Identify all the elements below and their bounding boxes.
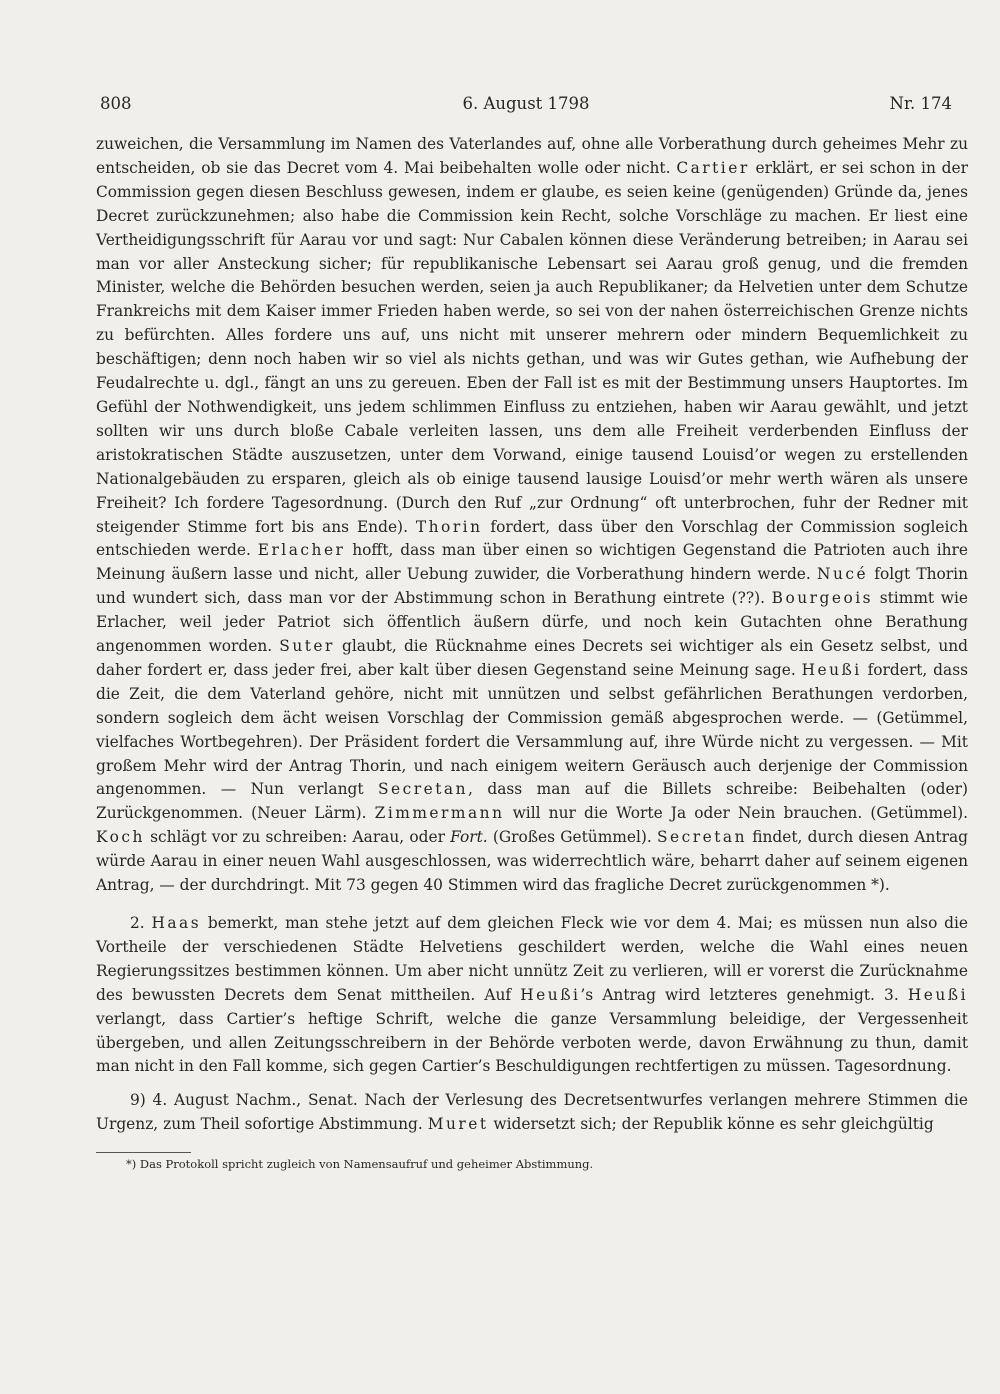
text-run: 2. bbox=[130, 914, 152, 932]
text-run: 9) 4. August Nachm., Senat. Nach der Verlesung des Decretsentwurfes verlangen mehrere Stimmen die Urgenz, zum Theil sofortige Abstimmung. bbox=[96, 1091, 968, 1134]
speaker-name: Bourgeois bbox=[771, 589, 874, 608]
document-number: Nr. 174 bbox=[889, 94, 952, 113]
speaker-name: Koch bbox=[96, 828, 145, 847]
paragraph bbox=[96, 912, 968, 1079]
text-run: findet, durch diesen Antrag würde Aarau in einer neuen Wahl ausgeschlossen, was widerrechtlich wäre, beharrt daher auf seinem eigenen Antrag, — der durchdringt. Mit 73 gegen 40 Stimmen wird das fragliche Decret zurückgenommen *). bbox=[96, 828, 968, 895]
speaker-name: Heußi bbox=[801, 660, 862, 679]
text-run: glaubt, die Rücknahme eines Decrets sei wichtiger als ein Gesetz selbst, und daher fordert er, dass jeder frei, aber kalt über diesen Gegenstand seine Meinung sage. bbox=[96, 637, 968, 679]
text-run: , dass man auf die Billets schreibe: Beibehalten (oder) Zurückgenommen. (Neuer Lärm). bbox=[96, 780, 968, 823]
speaker-name: Muret bbox=[427, 1115, 489, 1134]
header-date: 6. August 1798 bbox=[462, 94, 590, 113]
speaker-name: Suter bbox=[279, 637, 335, 656]
text-run: schlägt vor zu schreiben: Aarau, oder bbox=[144, 828, 451, 847]
speaker-name: Secretan bbox=[657, 828, 748, 847]
footnote-rule bbox=[96, 1152, 191, 1153]
text-run: bemerkt, man stehe jetzt auf dem gleichen Fleck wie vor dem 4. Mai; es müssen nun also die Vortheile der verschiedenen Städte Helvetiens geschildert werden, welche die Wahl eines neuen Regierungssitzes bestimmen können. Um aber nicht unnütz Zeit zu verlieren, will er vorerst die Zurücknahme des bewussten Decrets dem Senat mittheilen. Auf bbox=[96, 914, 968, 1004]
emphasis-text: Fort. bbox=[450, 828, 488, 847]
text-run: fordert, dass über den Vorschlag der Commission sogleich entschieden werde. bbox=[96, 517, 968, 560]
text-run: stimmt wie Erlacher, weil jeder Patriot sich öffentlich äußern dürfe, und noch kein Gutachten ohne Berathung angenommen worden. bbox=[96, 589, 968, 656]
text-run: will nur die Worte Ja oder Nein brauchen. (Getümmel). bbox=[504, 804, 968, 823]
paragraph bbox=[96, 133, 968, 898]
text-run: (Großes Getümmel). bbox=[487, 828, 658, 847]
speaker-name: Nucé bbox=[816, 565, 869, 584]
footnote: *) Das Protokoll spricht zugleich von Namensaufruf und geheimer Abstimmung. bbox=[126, 1157, 594, 1171]
speaker-name: Cartier bbox=[676, 158, 750, 177]
text-run: fordert, dass die Zeit, die dem Vaterland gehöre, nicht mit unnützen und selbst gefährlichen Berathungen verdorben, sondern sogleich dem ächt weisen Vorschlag der Commission gemäß abgesprochen werde. — (Getümmel, vielfaches Wortbegehren). Der Präsident fordert die Versammlung auf, ihre Würde nicht zu vergessen. — Mit großem Mehr wird der Antrag Thorin, und nach einigem weitern Geräusch auch derjenige der Commission angenommen. — Nun verlangt bbox=[96, 660, 968, 799]
speaker-name: Zimmermann bbox=[374, 804, 505, 823]
speaker-name: Heußi bbox=[907, 985, 968, 1004]
text-run: folgt Thorin und wundert sich, dass man vor der Abstimmung schon in Berathung eintrete (??). bbox=[96, 565, 968, 608]
text-run: erklärt, er sei schon in der Commission gegen diesen Beschluss gewesen, indem er glaube, es seien keine (genügenden) Gründe da, jenes Decret zurückzunehmen; also habe die Commission kein Recht, solche Vorschläge zu machen. Er liest eine Vertheidigungsschrift für Aarau vor und sagt: Nur Cabalen können diese Veränderung betreiben; in Aarau sei man vor aller Ansteckung sicher; für republikanische Lebensart sei Aarau groß genug, und die fremden Minister, welche die Behörden besuchen werden, seien ja auch Republikaner; da Helvetien unter dem Schutze Frankreichs mit dem Kaiser immer Frieden haben werde, so sei von der nahen österreichischen Grenze nichts zu befürchten. Alles fordere uns auf, uns nicht mit unserer mehrern oder mindern Bequemlichkeit zu beschäftigen; denn noch haben wir so viel als nichts gethan, und was wir Gutes gethan, wie Aufhebung der Feudalrechte u. dgl., fängt an uns zu gereuen. Eben der Fall ist es mit der Bestimmung unsers Hauptortes. Im Gefühl der Nothwendigkeit, uns jedem schlimmen Einfluss zu entziehen, haben wir Aarau gewählt, und jetzt sollten wir uns durch bloße Cabale verleiten lassen, uns dem alle Freiheit verderbenden Einfluss der aristokratischen Städte auszusetzen, unter dem Vorwand, einige tausend Louisd’or wegen zu erstellenden Nationalgebäuden zu ersparen, gleich als ob einige tausend lausige Louisd’or mehr werth wären als unsere Freiheit? Ich fordere Tagesordnung. (Durch den Ruf „zur Ordnung“ oft unterbrochen, fuhr der Redner mit steigender Stimme fort bis ans Ende). bbox=[96, 158, 968, 536]
speaker-name: Erlacher bbox=[257, 541, 346, 560]
page-number: 808 bbox=[100, 94, 132, 113]
paragraph bbox=[96, 1089, 968, 1137]
speaker-name: Haas bbox=[151, 914, 202, 932]
text-run: widersetzt sich; der Republik könne es sehr gleichgültig bbox=[488, 1115, 934, 1134]
text-run: zuweichen, die Versammlung im Namen des Vaterlandes auf, ohne alle Vorberathung durch geheimes Mehr zu entscheiden, ob sie das Decret vom 4. Mai beibehalten wolle oder nicht. bbox=[96, 135, 968, 177]
document-body bbox=[96, 133, 968, 1137]
speaker-name: Thorin bbox=[415, 517, 483, 536]
text-run: verlangt, dass Cartier’s heftige Schrift, welche die ganze Versammlung beleidige, der Vergessenheit übergeben, und allen Zeitungsschreibern in der Behörde verboten werde, davon Erwähnung zu thun, damit man nicht in den Fall komme, sich gegen Cartier’s Beschuldigungen rechtfertigen zu müssen. Tagesordnung. bbox=[96, 1009, 968, 1076]
page-header bbox=[100, 94, 952, 120]
speaker-name: Heußi bbox=[520, 985, 581, 1004]
text-run: hofft, dass man über einen so wichtigen Gegenstand die Patrioten auch ihre Meinung äußern lasse und nicht, aller Uebung zuwider, die Vorberathung hindern werde. bbox=[96, 541, 968, 584]
text-run: ’s Antrag wird letzteres genehmigt. 3. bbox=[580, 985, 908, 1004]
speaker-name: Secretan bbox=[378, 780, 469, 799]
